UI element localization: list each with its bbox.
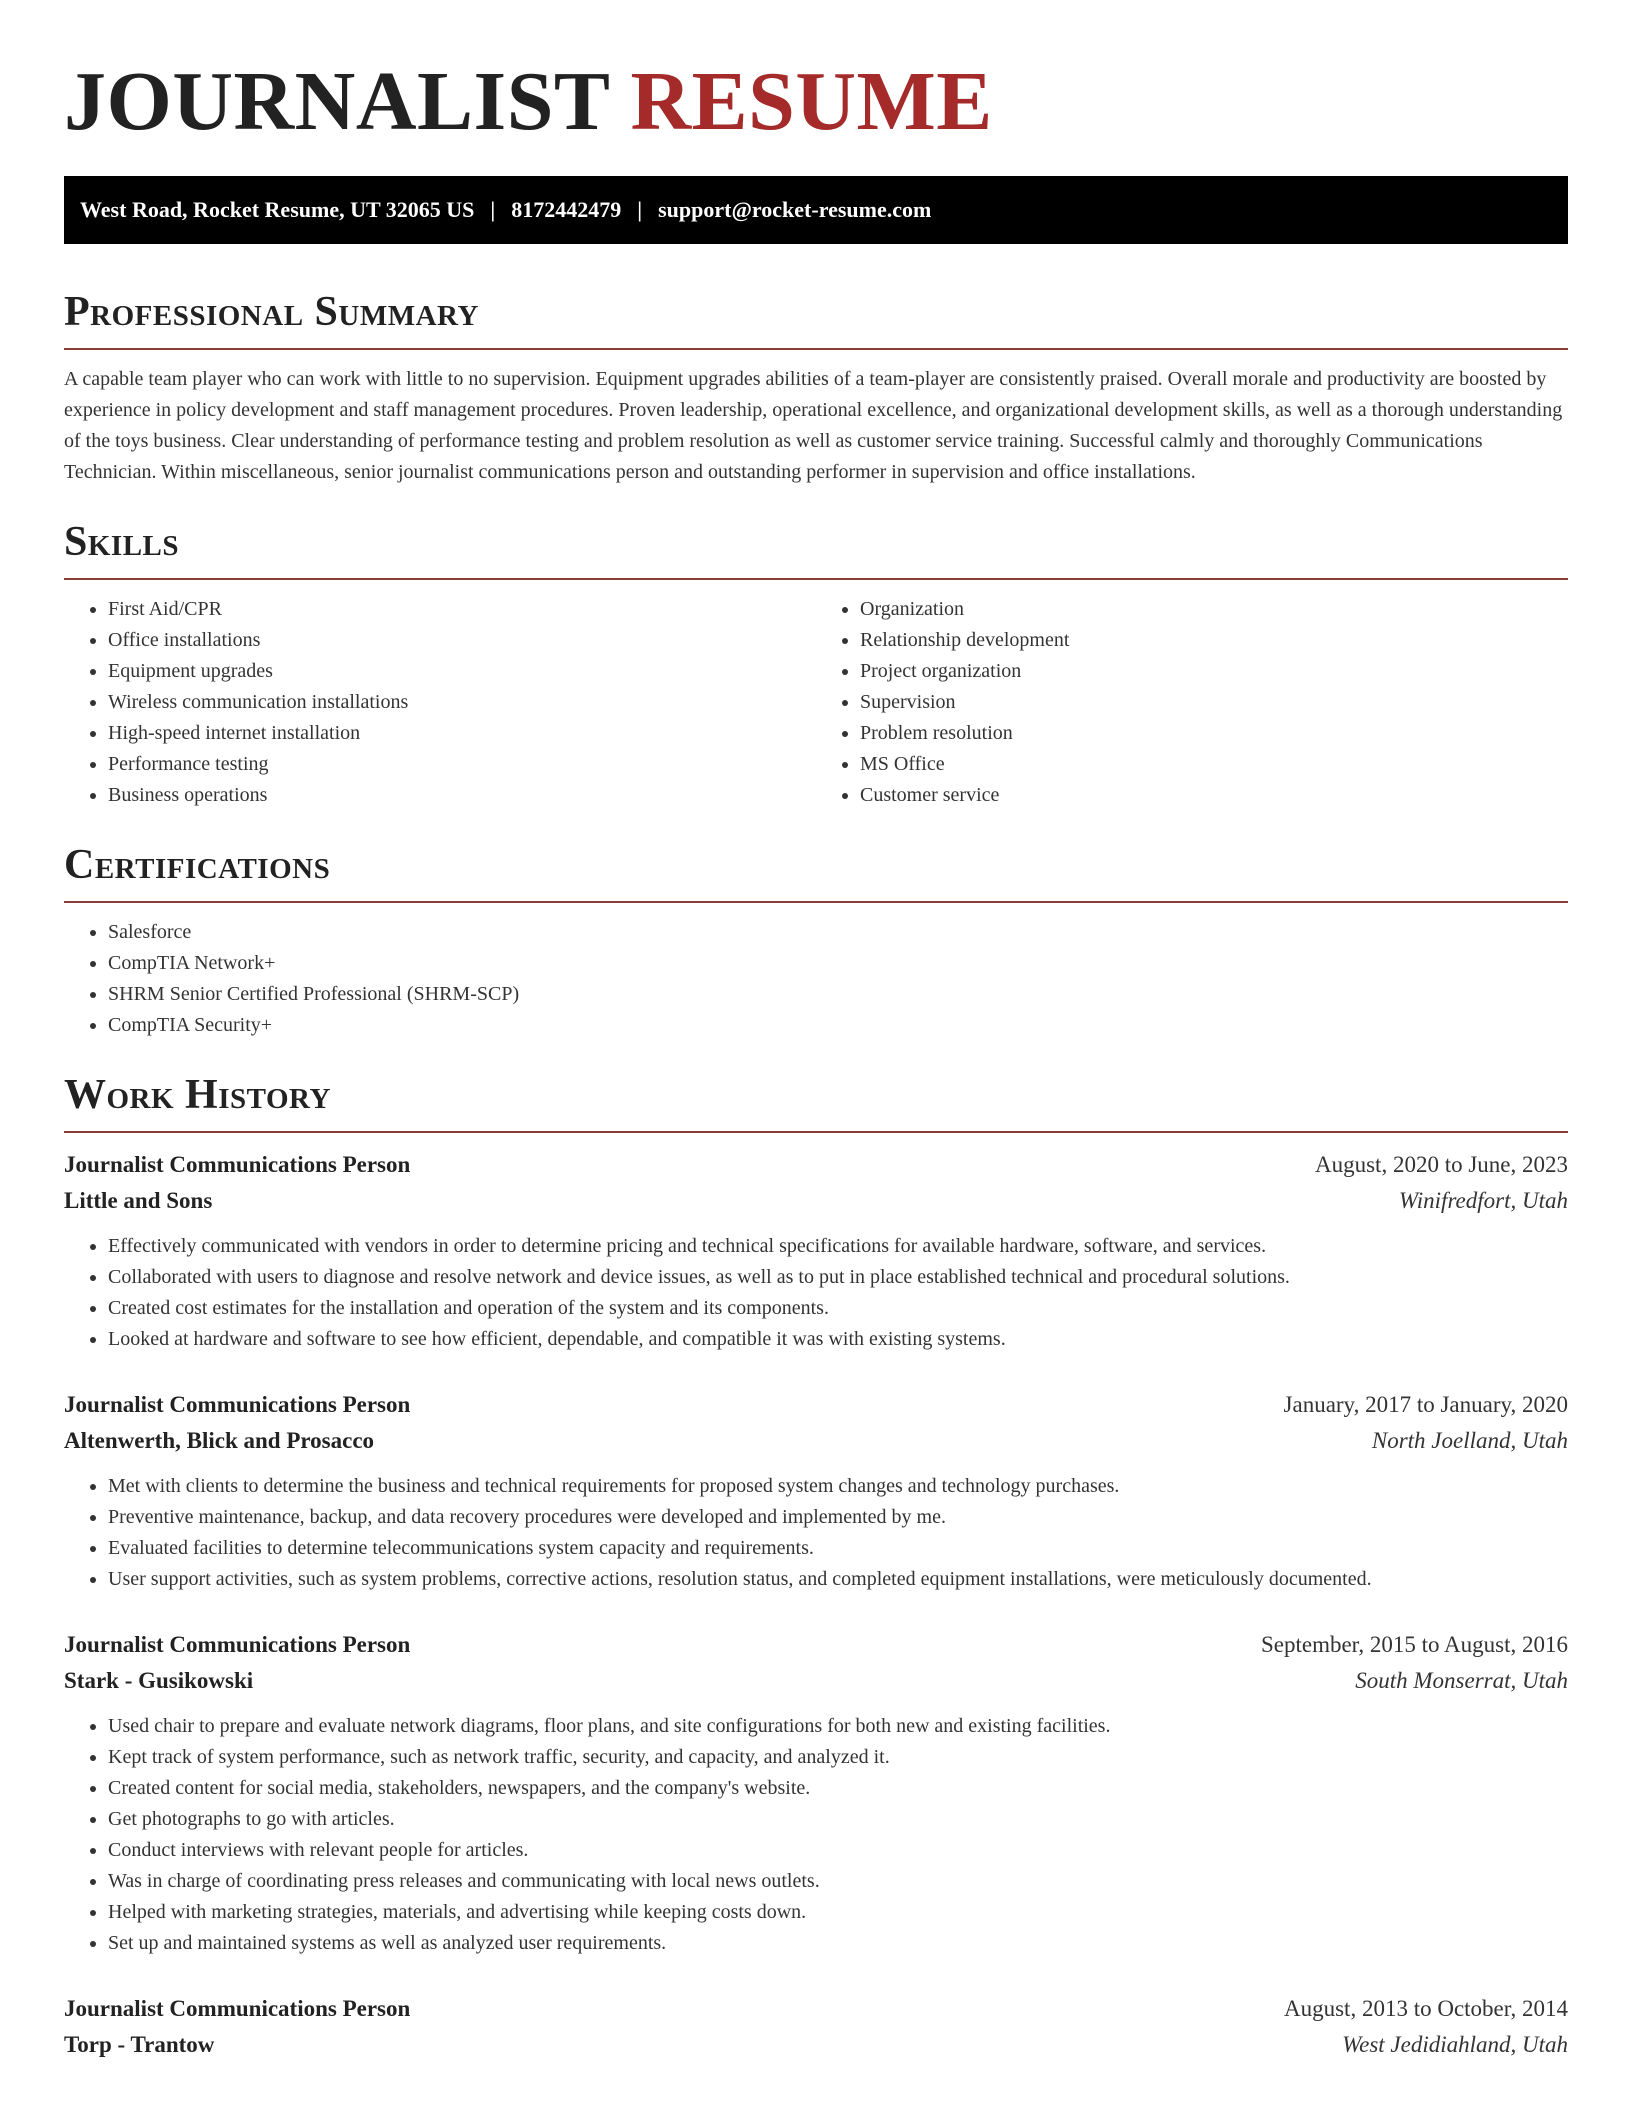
- certification-item: • CompTIA Security+: [108, 1010, 1568, 1041]
- job-bullet: • Created cost estimates for the installation and operation of the system and its components.: [108, 1293, 1568, 1324]
- job-company-row: [64, 1663, 1568, 1699]
- job-bullet: • Looked at hardware and software to see how efficient, dependable, and compatible it was with existing systems.: [108, 1324, 1568, 1355]
- job-bullet: • Met with clients to determine the business and technical requirements for proposed system changes and technology purchases.: [108, 1471, 1568, 1502]
- summary-text: A capable team player who can work with little to no supervision. Equipment upgrades abilities of a team-player are consistently praised. Overall morale and productivity are boosted by experience in policy development and staff management procedures. Proven leadership, operational excellence, and organizational development skills, as well as a thorough understanding of the toys business. Clear understanding of performance testing and problem resolution as well as customer service training. Successful calmly and thoroughly Communications Technician. Within miscellaneous, senior journalist communications person and outstanding performer in supervision and office installations.: [64, 368, 1563, 483]
- section-divider: [64, 901, 1568, 903]
- job-company-row: [64, 1183, 1568, 1219]
- skill-item: • Organization: [860, 594, 1568, 625]
- job-company: Altenwerth, Blick and Prosacco: [64, 1428, 375, 1453]
- skill-item: • Performance testing: [108, 749, 816, 780]
- skill-item: • First Aid/CPR: [108, 594, 816, 625]
- job-bullet: • Preventive maintenance, backup, and data recovery procedures were developed and implemented by me.: [108, 1502, 1568, 1533]
- job-title: Journalist Communications Person: [64, 1392, 411, 1417]
- job-entry: [64, 1387, 1568, 1595]
- job-title: Journalist Communications Person: [64, 1996, 411, 2021]
- contact-email: support@rocket-resume.com: [658, 197, 932, 222]
- job-bullet: • Evaluated facilities to determine telecommunications system capacity and requirements.: [108, 1533, 1568, 1564]
- job-company-row: [64, 1423, 1568, 1459]
- job-entry: [64, 1627, 1568, 1959]
- skill-item: • Wireless communication installations: [108, 687, 816, 718]
- contact-separator: |: [637, 197, 643, 222]
- skill-item: • Office installations: [108, 625, 816, 656]
- skill-item: • Customer service: [860, 780, 1568, 811]
- skills-section: [64, 516, 1568, 811]
- job-company-row: [64, 2027, 1568, 2063]
- job-location: Winifredfort, Utah: [1398, 1188, 1568, 1213]
- job-bullet: • User support activities, such as system problems, corrective actions, resolution status, and completed equipment installations, were meticulously documented.: [108, 1564, 1568, 1595]
- job-bullet: • Set up and maintained systems as well as analyzed user requirements.: [108, 1928, 1568, 1959]
- section-heading-skills: Skills: [64, 519, 180, 565]
- contact-phone: 8172442479: [511, 197, 622, 222]
- certification-item: • CompTIA Network+: [108, 948, 1568, 979]
- section-divider: [64, 578, 1568, 580]
- job-bullet: • Kept track of system performance, such as network traffic, security, and capacity, and analyzed it.: [108, 1742, 1568, 1773]
- skills-grid: [64, 594, 1568, 811]
- job-bullets: [64, 1231, 1568, 1355]
- contact-address: West Road, Rocket Resume, UT 32065 US: [80, 197, 475, 222]
- job-dates: September, 2015 to August, 2016: [1260, 1632, 1568, 1657]
- skill-item: • MS Office: [860, 749, 1568, 780]
- title-main: JOURNALIST: [64, 55, 609, 148]
- certification-item: • SHRM Senior Certified Professional (SHRM-SCP): [108, 979, 1568, 1010]
- title-accent: RESUME: [630, 55, 993, 148]
- job-entry: [64, 1991, 1568, 2063]
- job-header-row: [64, 1991, 1568, 2027]
- skill-item: • Equipment upgrades: [108, 656, 816, 687]
- certification-item: • Salesforce: [108, 917, 1568, 948]
- skills-list-left: [64, 594, 816, 811]
- job-company: Stark - Gusikowski: [64, 1668, 254, 1693]
- skill-item: • High-speed internet installation: [108, 718, 816, 749]
- job-bullet: • Get photographs to go with articles.: [108, 1804, 1568, 1835]
- job-bullet: • Collaborated with users to diagnose and resolve network and device issues, as well as to put in place established technical and procedural solutions.: [108, 1262, 1568, 1293]
- job-title: Journalist Communications Person: [64, 1152, 411, 1177]
- skill-item: • Project organization: [860, 656, 1568, 687]
- job-title: Journalist Communications Person: [64, 1632, 411, 1657]
- job-location: North Joelland, Utah: [1371, 1428, 1568, 1453]
- job-bullet: • Effectively communicated with vendors in order to determine pricing and technical specifications for available hardware, software, and services.: [108, 1231, 1568, 1262]
- job-bullets: [64, 1711, 1568, 1959]
- skill-item: • Relationship development: [860, 625, 1568, 656]
- skill-item: • Supervision: [860, 687, 1568, 718]
- job-bullet: • Helped with marketing strategies, materials, and advertising while keeping costs down.: [108, 1897, 1568, 1928]
- job-header-row: [64, 1147, 1568, 1183]
- job-dates: January, 2017 to January, 2020: [1283, 1392, 1568, 1417]
- job-bullet: • Was in charge of coordinating press releases and communicating with local news outlets.: [108, 1866, 1568, 1897]
- skill-item: • Problem resolution: [860, 718, 1568, 749]
- section-divider: [64, 1131, 1568, 1133]
- job-bullet: • Used chair to prepare and evaluate network diagrams, floor plans, and site configurations for both new and existing facilities.: [108, 1711, 1568, 1742]
- job-entry: [64, 1147, 1568, 1355]
- skills-list-right: [816, 594, 1568, 811]
- section-heading-summary: Professional Summary: [64, 289, 479, 335]
- job-dates: August, 2020 to June, 2023: [1315, 1152, 1568, 1177]
- section-heading-certifications: Certifications: [64, 842, 331, 888]
- job-company: Little and Sons: [64, 1188, 213, 1213]
- contact-separator: |: [490, 197, 496, 222]
- skill-item: • Business operations: [108, 780, 816, 811]
- resume-title: [64, 52, 1568, 152]
- job-dates: August, 2013 to October, 2014: [1284, 1996, 1568, 2021]
- job-bullets: [64, 1471, 1568, 1595]
- job-company: Torp - Trantow: [64, 2032, 215, 2057]
- job-header-row: [64, 1387, 1568, 1423]
- job-location: South Monserrat, Utah: [1355, 1668, 1568, 1693]
- contact-bar: [64, 176, 1568, 244]
- summary-section: [64, 286, 1568, 488]
- job-location: West Jedidiahland, Utah: [1342, 2032, 1568, 2057]
- job-bullet: • Created content for social media, stakeholders, newspapers, and the company's website.: [108, 1773, 1568, 1804]
- section-heading-work-history: Work History: [64, 1072, 331, 1118]
- job-bullet: • Conduct interviews with relevant people for articles.: [108, 1835, 1568, 1866]
- certifications-section: [64, 839, 1568, 1041]
- job-header-row: [64, 1627, 1568, 1663]
- work-history-section: [64, 1069, 1568, 2063]
- section-divider: [64, 348, 1568, 350]
- certifications-list: [64, 917, 1568, 1041]
